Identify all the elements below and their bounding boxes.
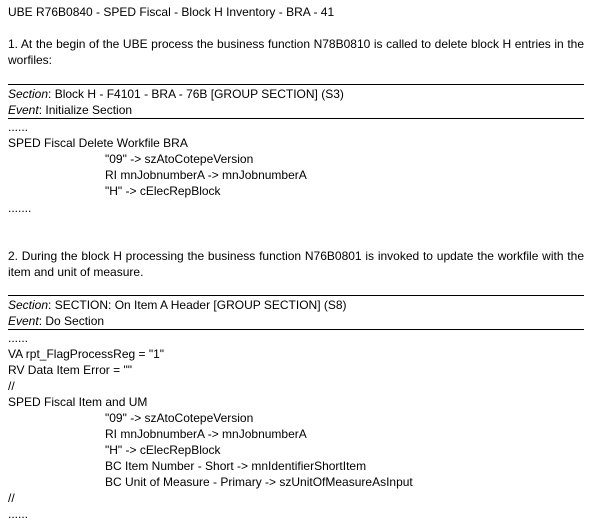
event-line [8, 102, 132, 118]
code-line: ...... [8, 120, 29, 134]
code-line: VA rpt_FlagProcessReg = "1" [8, 347, 165, 361]
section-label: Section [8, 87, 49, 101]
step-2-paragraph: 2. During the block H processing the business function N76B0801 is invoked to update the workfile with the item and unit of measure. [8, 249, 584, 279]
code-line: ...... [8, 331, 29, 345]
document-title: UBE R76B0840 - SPED Fiscal - Block H Inventory - BRA - 41 [8, 5, 335, 19]
code-line: RI mnJobnumberA -> mnJobnumberA [105, 427, 307, 441]
section-value: : SECTION: On Item A Header [GROUP SECTION] (S8) [48, 298, 347, 312]
code-line: "09" -> szAtoCotepeVersion [105, 411, 254, 425]
code-line: ....... [8, 201, 32, 215]
step-1-paragraph: 1. At the begin of the UBE process the business function N78B0810 is called to delete block H entries in the worfiles: [8, 37, 584, 67]
event-label: Event [8, 103, 39, 117]
code-line: SPED Fiscal Delete Workfile BRA [8, 136, 188, 150]
event-value: : Do Section [38, 314, 105, 328]
section-label: Section [8, 298, 49, 312]
code-line: // [8, 491, 15, 505]
event-label: Event [8, 314, 39, 328]
code-line: "H" -> cElecRepBlock [105, 184, 221, 198]
section-line [8, 297, 347, 313]
step-1-header-box [8, 84, 584, 119]
code-line: BC Item Number - Short -> mnIdentifierShortItem [105, 459, 367, 473]
code-line: ...... [8, 507, 29, 521]
code-line: "09" -> szAtoCotepeVersion [105, 152, 254, 166]
code-line: SPED Fiscal Item and UM [8, 395, 148, 409]
code-line: RV Data Item Error = "" [8, 363, 133, 377]
code-line: RI mnJobnumberA -> mnJobnumberA [105, 168, 307, 182]
section-line [8, 86, 344, 102]
section-value: : Block H - F4101 - BRA - 76B [GROUP SECTION] (S3) [48, 87, 344, 101]
step-2-header-box [8, 295, 584, 330]
code-line: BC Unit of Measure - Primary -> szUnitOfMeasureAsInput [105, 475, 413, 489]
code-line: "H" -> cElecRepBlock [105, 443, 221, 457]
code-line: // [8, 379, 15, 393]
event-line [8, 313, 104, 329]
event-value: : Initialize Section [38, 103, 133, 117]
